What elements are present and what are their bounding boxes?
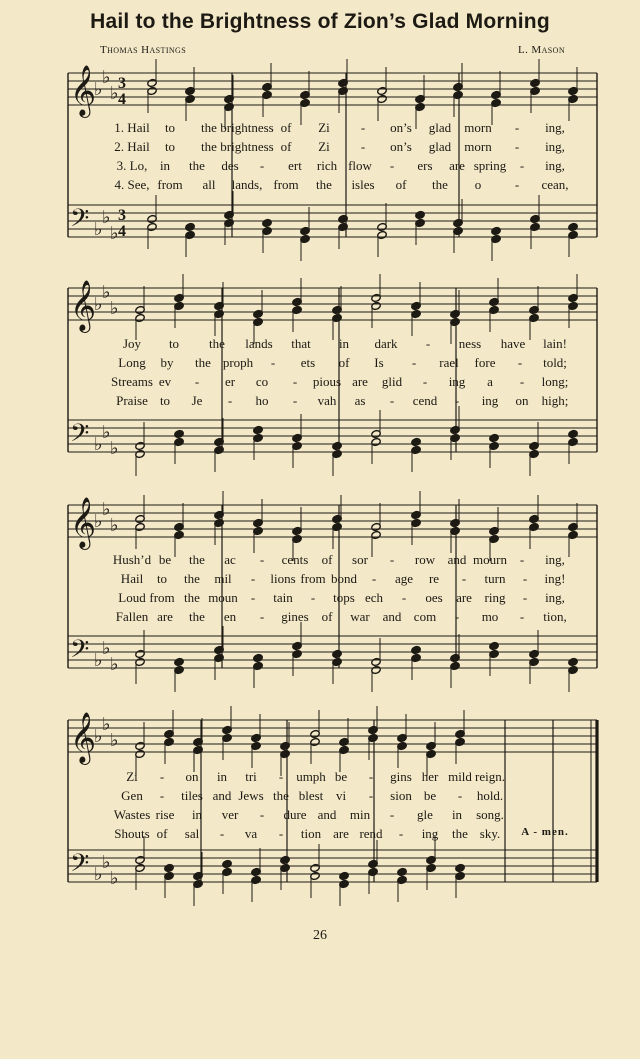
note-chord: [397, 867, 407, 902]
lyric-syllable: on’s: [390, 120, 412, 135]
lyric-syllable: from: [273, 177, 299, 192]
lyric-syllable: cean,: [541, 177, 569, 192]
note-chord: [397, 714, 407, 768]
lyric-syllable: high;: [541, 393, 569, 408]
note-chord: [193, 718, 203, 772]
lyric-syllable: -: [360, 139, 366, 154]
verse-line: [0, 826, 640, 844]
svg-text:4: 4: [118, 223, 126, 240]
lyric-syllable: mild: [448, 769, 472, 784]
lyric-syllable: -: [522, 571, 528, 586]
lyric-syllable: ets: [300, 355, 316, 370]
lyric-syllable: told;: [543, 355, 567, 370]
lyric-syllable: war: [350, 609, 370, 624]
lyric-syllable: of: [395, 177, 407, 192]
lyric-syllable: Long: [118, 355, 146, 370]
lyric-syllable: 2. Hail: [114, 139, 150, 154]
lyric-syllable: ing!: [544, 571, 566, 586]
flat-icon: ♭: [94, 650, 103, 671]
lyric-syllable: ing: [481, 393, 499, 408]
lyric-syllable: -: [270, 355, 276, 370]
lyric-syllable: hold.: [476, 788, 504, 803]
note-chord: [368, 840, 378, 894]
note-chord: [339, 718, 349, 772]
lyric-syllable: ring: [484, 590, 506, 605]
lyric-syllable: to: [159, 393, 171, 408]
lyric-syllable: glad: [428, 120, 452, 135]
lyric-syllable: be: [158, 552, 172, 567]
lyric-syllable: the: [201, 139, 217, 154]
lyric-syllable: of: [280, 139, 292, 154]
svg-text:3: 3: [118, 207, 126, 224]
lyric-syllable: and: [382, 609, 402, 624]
lyric-syllable: -: [259, 158, 265, 173]
lyric-syllable: brightness: [220, 120, 274, 135]
lyric-syllable: ing: [421, 826, 439, 841]
lyric-syllable: dark: [374, 336, 398, 351]
lyric-syllable: on: [185, 769, 199, 784]
note-chord: [164, 863, 174, 898]
lyric-syllable: Hail: [120, 571, 144, 586]
lyric-syllable: cents: [281, 552, 309, 567]
lyric-syllable: Is: [374, 355, 384, 370]
lyric-syllable: -: [368, 769, 374, 784]
note-chord: [280, 722, 290, 776]
treble-clef-icon: 𝄞: [70, 712, 97, 763]
lyric-syllable: Fallen: [115, 609, 149, 624]
lyric-syllable: -: [360, 120, 366, 135]
lyric-syllable: ing,: [545, 120, 565, 135]
lyric-syllable: -: [292, 393, 298, 408]
lyric-syllable: -: [422, 374, 428, 389]
svg-text:4: 4: [118, 91, 126, 108]
lyric-syllable: des: [221, 158, 239, 173]
lyric-syllable: be: [423, 788, 437, 803]
lyric-syllable: and: [212, 788, 232, 803]
lyric-syllable: on’s: [390, 139, 412, 154]
lyricist-credit: Thomas Hastings: [100, 44, 187, 56]
lyric-syllable: bond: [331, 571, 357, 586]
composer-credit: L. Mason: [518, 44, 565, 56]
flat-icon: ♭: [94, 864, 103, 885]
lyric-syllable: from: [300, 571, 326, 586]
svg-text:3: 3: [118, 75, 126, 92]
lyric-syllable: rael: [439, 355, 459, 370]
lyric-syllable: -: [250, 571, 256, 586]
treble-clef-icon: 𝄞: [70, 280, 97, 331]
lyric-syllable: Je: [191, 393, 203, 408]
verse-line: [0, 769, 640, 787]
flat-icon: ♭: [102, 714, 111, 735]
lyric-syllable: -: [389, 807, 395, 822]
bass-clef-icon: 𝄢: [70, 635, 90, 670]
lyric-syllable: Zi: [318, 139, 330, 154]
lyric-syllable: -: [457, 788, 463, 803]
lyric-syllable: that: [291, 336, 311, 351]
lyric-syllable: the: [209, 336, 225, 351]
lyric-syllable: the: [184, 571, 200, 586]
flat-icon: ♭: [110, 298, 119, 319]
lyric-syllable: co: [255, 374, 269, 389]
lyric-syllable: glid: [381, 374, 403, 389]
note-chord: [455, 863, 465, 898]
lyric-syllable: ev: [158, 374, 172, 389]
lyric-syllable: -: [461, 571, 467, 586]
lyric-syllable: 3. Lo,: [116, 158, 148, 173]
lyric-syllable: -: [159, 769, 165, 784]
lyric-syllable: 1. Hail: [114, 120, 150, 135]
treble-clef-icon: 𝄞: [70, 65, 97, 116]
flat-icon: ♭: [110, 654, 119, 675]
lyric-syllable: o: [474, 177, 482, 192]
flat-icon: ♭: [102, 422, 111, 443]
hymn-title: Hail to the Brightness of Zion’s Glad Morning: [90, 10, 550, 33]
flat-icon: ♭: [94, 79, 103, 100]
lyric-syllable: en: [223, 609, 237, 624]
lyric-syllable: the: [201, 120, 217, 135]
lyric-syllable: to: [164, 139, 176, 154]
lyric-syllable: are: [352, 374, 368, 389]
lyric-syllable: Hush’d: [112, 552, 152, 567]
lyric-syllable: Loud: [118, 590, 146, 605]
lyric-syllable: are: [157, 609, 173, 624]
lyric-syllable: -: [398, 826, 404, 841]
lyric-syllable: ac: [224, 552, 236, 567]
lyric-syllable: her: [421, 769, 439, 784]
flat-icon: ♭: [110, 83, 119, 104]
lyric-syllable: as: [354, 393, 366, 408]
lyric-syllable: the: [184, 590, 200, 605]
note-chord: [310, 710, 320, 764]
lyric-syllable: tiles: [181, 788, 203, 803]
lyric-syllable: to: [168, 336, 180, 351]
flat-icon: ♭: [110, 730, 119, 751]
flat-icon: ♭: [102, 207, 111, 228]
lyric-syllable: lain!: [543, 336, 567, 351]
lyric-syllable: spring: [473, 158, 507, 173]
note-chord: [426, 722, 436, 776]
lyric-syllable: the: [316, 177, 332, 192]
lyric-syllable: tain: [273, 590, 293, 605]
flat-icon: ♭: [94, 434, 103, 455]
lyric-syllable: mo: [481, 609, 499, 624]
lyric-syllable: the: [189, 158, 205, 173]
note-chord: [339, 871, 349, 906]
lyric-syllable: sor: [352, 552, 368, 567]
lyric-syllable: are: [333, 826, 349, 841]
lyric-syllable: moun: [208, 590, 238, 605]
lyric-syllable: -: [389, 158, 395, 173]
lyric-syllable: -: [159, 788, 165, 803]
treble-clef-icon: 𝄞: [70, 497, 97, 548]
lyric-syllable: age: [394, 571, 414, 586]
lyric-syllable: -: [411, 355, 417, 370]
lyric-syllable: min: [349, 807, 371, 822]
lyric-syllable: Gen: [121, 788, 143, 803]
lyric-syllable: -: [389, 393, 395, 408]
lyric-syllable: Streams: [111, 374, 153, 389]
lyric-syllable: be: [334, 769, 348, 784]
flat-icon: ♭: [110, 515, 119, 536]
lyric-syllable: of: [321, 552, 333, 567]
flat-icon: ♭: [102, 67, 111, 88]
lyric-syllable: va: [244, 826, 258, 841]
lyric-syllable: Shouts: [114, 826, 150, 841]
lyric-syllable: a: [487, 374, 493, 389]
lyric-syllable: ing,: [545, 158, 565, 173]
flat-icon: ♭: [102, 499, 111, 520]
lyric-syllable: -: [219, 826, 225, 841]
flat-icon: ♭: [94, 726, 103, 747]
flat-icon: ♭: [110, 438, 119, 459]
lyric-syllable: blest: [298, 788, 324, 803]
lyric-syllable: er: [224, 374, 236, 389]
lyric-syllable: -: [454, 393, 460, 408]
lyric-syllable: and: [317, 807, 337, 822]
lyric-syllable: from: [149, 590, 175, 605]
note-chord: [193, 852, 203, 906]
lyric-syllable: reign.: [475, 769, 505, 784]
lyric-syllable: to: [164, 120, 176, 135]
lyric-syllable: gle: [417, 807, 433, 822]
lyric-syllable: of: [156, 826, 168, 841]
lyric-syllable: gins: [390, 769, 412, 784]
lyric-syllable: -: [250, 590, 256, 605]
lyric-syllable: ness: [458, 336, 482, 351]
note-chord: [222, 859, 232, 894]
note-chord: [164, 710, 174, 764]
lyric-syllable: the: [189, 552, 205, 567]
lyric-syllable: -: [519, 374, 525, 389]
lyric-syllable: 4. See,: [114, 177, 150, 192]
lyric-syllable: -: [519, 609, 525, 624]
bass-staff: [68, 850, 597, 882]
lyric-syllable: sion: [390, 788, 412, 803]
lyric-syllable: -: [310, 590, 316, 605]
lyric-syllable: ing,: [545, 552, 565, 567]
lyric-syllable: rich: [316, 158, 338, 173]
lyric-syllable: turn: [484, 571, 506, 586]
lyric-syllable: have: [500, 336, 526, 351]
lyric-syllable: -: [522, 590, 528, 605]
bass-clef-icon: 𝄢: [70, 849, 90, 884]
lyric-syllable: glad: [428, 139, 452, 154]
lyric-syllable: lions: [270, 571, 296, 586]
lyric-syllable: pious: [312, 374, 342, 389]
lyric-syllable: -: [278, 769, 284, 784]
lyric-syllable: rend: [359, 826, 383, 841]
lyric-syllable: ver: [221, 807, 239, 822]
lyric-syllable: -: [278, 826, 284, 841]
lyric-syllable: of: [338, 355, 350, 370]
flat-icon: ♭: [94, 511, 103, 532]
lyric-syllable: umph: [296, 769, 326, 784]
lyric-syllable: gines: [281, 609, 309, 624]
lyric-syllable: row: [414, 552, 436, 567]
treble-staff: [68, 720, 597, 752]
lyric-syllable: -: [519, 552, 525, 567]
flat-icon: ♭: [102, 852, 111, 873]
note-chord: [310, 844, 320, 898]
lyric-syllable: to: [156, 571, 168, 586]
lyric-syllable: tops: [333, 590, 355, 605]
lyric-syllable: brightness: [220, 139, 274, 154]
lyric-syllable: morn: [464, 120, 492, 135]
lyric-syllable: proph: [222, 355, 254, 370]
amen-text: A - men.: [521, 826, 569, 838]
lyric-syllable: -: [259, 552, 265, 567]
lyric-syllable: are: [456, 590, 472, 605]
lyric-syllable: the: [273, 788, 289, 803]
lyric-syllable: on: [515, 393, 529, 408]
lyric-syllable: in: [159, 158, 171, 173]
lyric-syllable: -: [371, 571, 377, 586]
lyric-syllable: tri: [245, 769, 257, 784]
lyric-syllable: are: [449, 158, 465, 173]
lyric-syllable: sal: [184, 826, 200, 841]
lyric-syllable: -: [514, 120, 520, 135]
lyric-syllable: mourn: [473, 552, 507, 567]
lyric-syllable: ert: [288, 158, 302, 173]
lyric-syllable: fore: [474, 355, 496, 370]
lyric-syllable: ing,: [545, 590, 565, 605]
lyric-syllable: the: [432, 177, 448, 192]
note-chord: [280, 855, 290, 890]
lyric-syllable: the: [195, 355, 211, 370]
lyric-syllable: tion,: [543, 609, 567, 624]
flat-icon: ♭: [102, 282, 111, 303]
lyric-syllable: Zi: [318, 120, 330, 135]
lyric-syllable: -: [292, 374, 298, 389]
lyric-syllable: in: [451, 807, 463, 822]
lyric-syllable: -: [194, 374, 200, 389]
lyric-syllable: cend: [412, 393, 438, 408]
lyric-syllable: lands,: [231, 177, 263, 192]
lyric-syllable: Jews: [238, 788, 264, 803]
lyric-syllable: all: [202, 177, 216, 192]
bass-clef-icon: 𝄢: [70, 419, 90, 454]
lyric-syllable: -: [517, 355, 523, 370]
lyric-syllable: in: [216, 769, 228, 784]
lyric-syllable: Joy: [122, 336, 142, 351]
note-chord: [251, 848, 261, 902]
lyric-syllable: -: [368, 788, 374, 803]
lyric-syllable: from: [157, 177, 183, 192]
lyric-syllable: sky.: [479, 826, 501, 841]
lyric-syllable: -: [389, 552, 395, 567]
lyric-syllable: of: [321, 609, 333, 624]
lyric-syllable: dure: [283, 807, 307, 822]
lyric-syllable: -: [259, 609, 265, 624]
lyric-syllable: -: [425, 336, 431, 351]
lyric-syllable: ers: [417, 158, 433, 173]
lyric-syllable: ing,: [545, 139, 565, 154]
verse-line: [0, 788, 640, 806]
lyric-syllable: ech: [364, 590, 384, 605]
lyric-syllable: -: [454, 609, 460, 624]
lyric-syllable: lands: [245, 336, 273, 351]
lyric-syllable: in: [338, 336, 350, 351]
page-number: 26: [313, 928, 327, 943]
lyric-syllable: the: [189, 609, 205, 624]
lyric-syllable: in: [191, 807, 203, 822]
lyric-syllable: -: [401, 590, 407, 605]
note-chord: [135, 722, 145, 776]
lyric-syllable: song.: [476, 807, 504, 822]
lyric-syllable: long;: [541, 374, 569, 389]
lyric-syllable: -: [514, 139, 520, 154]
lyric-syllable: isles: [351, 177, 375, 192]
lyric-syllable: rise: [155, 807, 175, 822]
note-chord: [455, 710, 465, 764]
flat-icon: ♭: [94, 294, 103, 315]
lyric-syllable: of: [280, 120, 292, 135]
lyric-syllable: ho: [255, 393, 269, 408]
lyric-syllable: mil: [214, 571, 232, 586]
lyric-syllable: vah: [317, 393, 337, 408]
lyric-syllable: and: [447, 552, 467, 567]
lyric-syllable: tion: [300, 826, 322, 841]
lyric-syllable: oes: [425, 590, 443, 605]
lyric-syllable: morn: [464, 139, 492, 154]
note-chord: [251, 714, 261, 768]
lyric-syllable: ing: [448, 374, 466, 389]
flat-icon: ♭: [110, 868, 119, 889]
lyric-syllable: re: [428, 571, 440, 586]
lyric-syllable: com: [413, 609, 437, 624]
lyric-syllable: -: [259, 807, 265, 822]
lyric-syllable: -: [227, 393, 233, 408]
flat-icon: ♭: [94, 219, 103, 240]
lyric-syllable: Zi: [126, 769, 138, 784]
verse-line: [0, 807, 640, 825]
flat-icon: ♭: [110, 223, 119, 244]
lyric-syllable: Wastes: [113, 807, 151, 822]
lyric-syllable: -: [519, 158, 525, 173]
lyric-syllable: flow: [348, 158, 372, 173]
flat-icon: ♭: [102, 638, 111, 659]
bass-clef-icon: 𝄢: [70, 204, 90, 239]
lyric-syllable: by: [160, 355, 174, 370]
lyric-syllable: vi: [335, 788, 347, 803]
lyric-syllable: the: [452, 826, 468, 841]
lyric-syllable: -: [514, 177, 520, 192]
lyric-syllable: Praise: [116, 393, 148, 408]
